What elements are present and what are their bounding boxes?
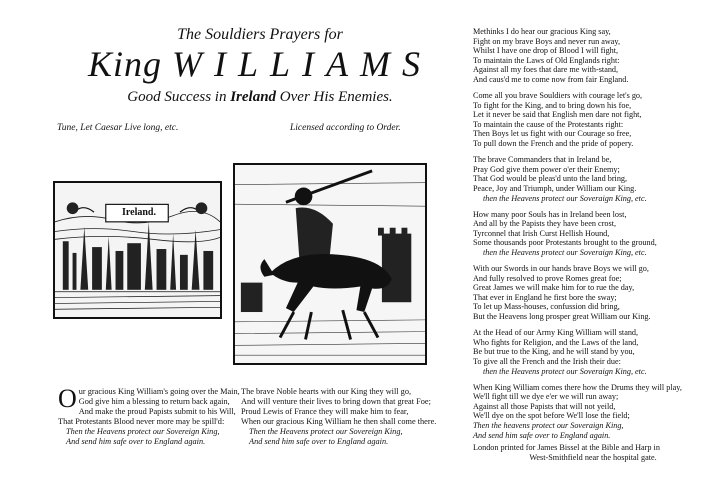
refrain-line: And send him safe over to England again. [66, 436, 206, 446]
title-line-3-pre: Good Success in [127, 89, 227, 105]
stanza [473, 27, 713, 85]
verse-line: To fight for the King, and to bring down his foe, [473, 100, 632, 110]
verse-line: And will venture their lives to bring down that great Foe; [241, 396, 431, 406]
verse-line: Tyrconnel that Irish Curst Hellish Hound, [473, 228, 610, 238]
verse-line: To pull down the French and the pride of popery. [473, 139, 634, 149]
tune-note: Tune, Let Caesar Live long, etc. [57, 123, 179, 133]
verse-line: That God would be pleas'd unto the land bring, [473, 174, 628, 184]
verse-line: But the Heavens long prosper great William our King. [473, 312, 651, 322]
refrain-line: then the Heavens protect our Soveraign King, etc. [483, 366, 647, 376]
verse-line: And caus'd me to come now from fair England. [473, 74, 629, 84]
stanza [473, 210, 713, 258]
stanza [473, 264, 713, 322]
verse-column-2 [241, 387, 441, 446]
refrain-line: And send him safe over to England again. [249, 436, 389, 446]
verse-line: Come all you brave Souldiers with courage let's go, [473, 91, 643, 101]
imprint-line-1: London printed for James Bissel at the Bible and Harp in [473, 443, 660, 453]
verse-line: To maintain the cause of the Protestants right: [473, 119, 624, 129]
title-name: WILLIAMS [172, 44, 432, 84]
stanza [473, 155, 713, 203]
verse-line: And make the proud Papists submit to his Will, [78, 406, 236, 416]
verse-line: Against all those Papists that will not yeild, [473, 401, 616, 411]
verse-line: And all by the Papists they have been crost, [473, 219, 617, 229]
verse-line: When our gracious King William he then shall come there. [241, 416, 437, 426]
verse-line: When King William comes there how the Drums they will play, [473, 382, 682, 392]
verse-line: At the Head of our Army King William will stand, [473, 328, 639, 338]
verse-line: To maintain the Laws of Old Englands right: [473, 55, 620, 65]
refrain-line: And send him safe over to England again. [473, 430, 611, 440]
verse-line: Then Boys let us fight with our Courage so free, [473, 129, 632, 139]
woodcut-city-image [55, 183, 220, 317]
licensed-note: Licensed according to Order. [290, 123, 401, 133]
title-line-3-bold: Ireland [230, 89, 277, 105]
title-line-2 [40, 44, 480, 84]
woodcut-city [53, 181, 222, 319]
verse-line: Some thousands poor Protestants brought to the ground, [473, 238, 657, 248]
woodcut-banner-label: Ireland. [122, 207, 156, 218]
stanza [473, 383, 713, 441]
verse-line: And fully resolved to prove Romes great foe; [473, 273, 622, 283]
verse-line: How many poor Souls has in Ireland been lost, [473, 209, 627, 219]
verse-line: Against all my foes that dare me with-stand, [473, 65, 619, 75]
verse-line: The brave Noble hearts with our King they will go, [241, 387, 412, 396]
title-line-1: The Souldiers Prayers for [177, 26, 343, 43]
verse-line: Great James we will make him for to rue the day, [473, 283, 635, 293]
refrain-line: Then the Heavens protect our Sovereign King, [66, 426, 220, 436]
verse-line: The brave Commanders that in Ireland be, [473, 155, 612, 165]
verse-line: Methinks I do hear our gracious King say, [473, 27, 611, 36]
title-line-3 [60, 89, 460, 106]
verse-line: To give all the French and the Irish their due: [473, 356, 621, 366]
refrain-line: Then the heavens protect our Soveraign King, [473, 420, 624, 430]
refrain-line: then the Heavens protect our Soveraign King, etc. [483, 193, 647, 203]
verse-line: Fight on my brave Boys and never run away, [473, 36, 621, 46]
verse-line: That ever in England he first bore the sway; [473, 292, 617, 302]
refrain-line: Then the Heavens protect our Sovereign King, [249, 426, 403, 436]
verse-line: ur gracious King William's going over the Main, [78, 387, 240, 396]
verse-line: We'll fight till we dye e'er we will run away; [473, 392, 619, 402]
woodcut-horseman-image [235, 165, 425, 363]
verse-line: Pray God give them power o'er their Enemy; [473, 164, 620, 174]
verse-line: Proud Lewis of France they will make him to fear, [241, 406, 409, 416]
imprint [473, 443, 713, 462]
title-king: King [87, 44, 162, 84]
woodcut-horseman [233, 163, 427, 365]
verse-column-3 [473, 27, 713, 462]
verse-line: God give him a blessing to return back again, [78, 396, 230, 406]
stanza [473, 328, 713, 376]
imprint-line-2: West-Smithfield near the hospital gate. [529, 452, 657, 462]
refrain-line: then the Heavens protect our Soveraign King, etc. [483, 247, 647, 257]
title-line-3-post: Over His Enemies. [279, 89, 393, 105]
drop-cap: O [58, 384, 77, 413]
verse-line: Who fights for Religion, and the Laws of the land, [473, 337, 639, 347]
verse-line: Peace, Joy and Triumph, under William our King. [473, 183, 637, 193]
verse-line: That Protestants Blood never more may be spill'd: [58, 416, 225, 426]
verse-line: Be but true to the King, and he will stand by you, [473, 347, 635, 357]
verse-line: Whilst I have one drop of Blood I will fight, [473, 46, 619, 56]
verse-line: We'll dye on the spot before We'll lose the field; [473, 411, 630, 421]
verse-line: To let up Mass-houses, confussion did bring, [473, 302, 620, 312]
verse-line: With our Swords in our hands brave Boys we will go, [473, 264, 649, 274]
verse-line: Let it never be said that English men dare not fight, [473, 110, 642, 120]
stanza [473, 91, 713, 149]
verse-column-1 [58, 384, 240, 446]
